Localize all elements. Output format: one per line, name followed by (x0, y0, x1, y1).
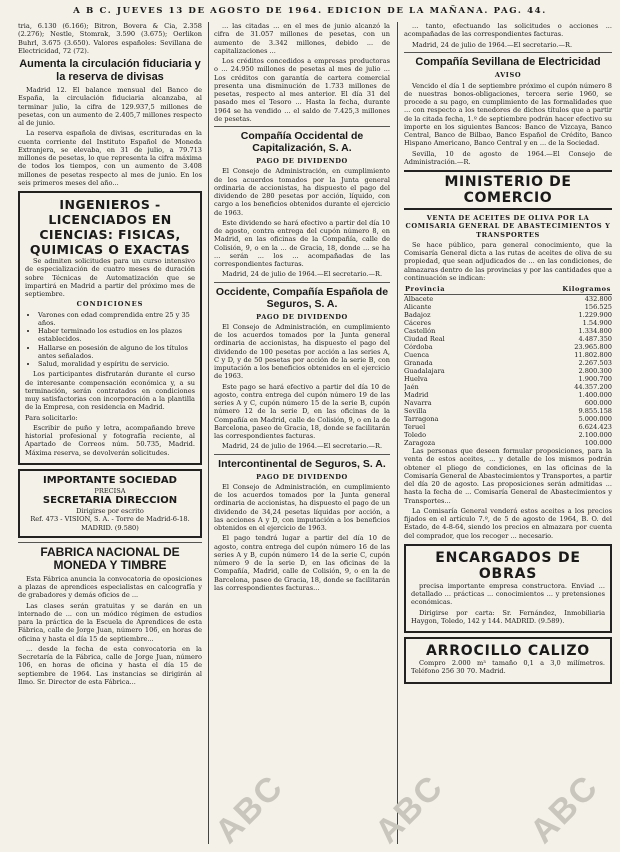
occidente-seguros-headline: Occidente, Compañía Española de Seguros, S. A. (215, 285, 389, 310)
kilograms-column-header: Kilogramos (499, 284, 612, 295)
divider (214, 454, 390, 455)
province-name: Jaén (404, 383, 419, 391)
province-name: Tarragona (404, 415, 439, 423)
sevillana-electricidad-signature: Sevilla, 10 de agosto de 1964.—El Consejo de Administración.—R. (404, 149, 612, 166)
occidental-capitalizacion-headline: Compañía Occidental de Capitalización, S. A. (240, 130, 364, 154)
province-kilograms: 1.334.800 (578, 327, 612, 335)
province-row (404, 343, 612, 351)
province-name: Navarra (404, 399, 432, 407)
secretaria-direccion-title: SECRETARIA DIRECCION (42, 495, 178, 506)
ministerio-comercio-paragraph-2: Las personas que deseen formular proposiciones, para la venta de estos aceites, ... y detalle de los mismos podrán obtener el pliego de condiciones, en las oficinas de la Comisaría General de Abastecimientos y Transportes, a partir del día 20 de agosto. Las proposiciones serán admitidas ... hasta la fecha de ... Comisaría General de Abastecimientos y Transportes... (404, 447, 612, 505)
province-kilograms: 11.802.800 (574, 351, 612, 359)
province-name: Albacete (404, 295, 434, 303)
province-row (404, 327, 612, 335)
ingenieros-ad (18, 191, 202, 465)
fabrica-moneda-paragraph-1: Esta Fábrica anuncia la convocatoria de oposiciones a plazas de aprendices especialistas en calcografía y de grabadores y demás oficios de ... (18, 574, 202, 600)
province-row (404, 407, 612, 415)
province-kilograms: 600.000 (584, 399, 612, 407)
ministerio-comercio-paragraph-3: La Comisaría General venderá estos aceites a los precios fijados en el artículo 7.º, de 5 de agosto de 1964, B. O. del Estado, de 4-8-64, siendo los precios en almazara por cuenta del comprador, que los recoger ... necesario. (404, 506, 612, 540)
province-name: Cuenca (404, 351, 430, 359)
province-row (404, 391, 612, 399)
fabrica-moneda-paragraph-3: ... desde la fecha de esta convocatoria en la Secretaría de la Fábrica, calle de Jorge Juan, número 106, en horas de oficina y hasta el día 15 de septiembre de 1964. Las instancias se dirigirán al Ilmo. Sr. Director de esta Fábrica... (18, 644, 202, 686)
provinces-table-header (404, 284, 612, 295)
provinces-table (404, 284, 612, 447)
ministerio-comercio-headline: MINISTERIO DE COMERCIO (404, 170, 612, 210)
province-row (404, 423, 612, 431)
province-name: Huelva (404, 375, 428, 383)
occidental-capitalizacion-signature: Madrid, 24 de julio de 1964.—El secretario.—R. (222, 270, 383, 279)
ingenieros-ad-title: INGENIEROS - LICENCIADOS EN CIENCIAS: FISICAS, QUIMICAS O EXACTAS (29, 197, 191, 257)
importante-sociedad-line-1: Dirigirse por escrito (76, 507, 144, 515)
province-row (404, 367, 612, 375)
condition-item: • Varones con edad comprendida entre 25 y 35 años. (38, 311, 195, 328)
occidente-seguros-signature: Madrid, 24 de julio de 1964.—El secretario.—R. (222, 442, 383, 451)
arrocillo-calizo-paragraph: Compro 2.000 m³ tamaño 0,1 a 3,0 milímetros. Teléfono 256 30 70. Madrid. (411, 659, 605, 676)
province-kilograms: 4.487.350 (578, 335, 612, 343)
importante-sociedad-line-2: Ref. 473 - VISION, S. A. - Torre de Madrid-6-18. MADRID. (9.580) (30, 515, 190, 532)
province-row (404, 375, 612, 383)
province-kilograms: 1.400.000 (578, 391, 612, 399)
province-row (404, 359, 612, 367)
abc-watermark: ABC (367, 767, 452, 851)
province-row (404, 335, 612, 343)
conditions-list (25, 311, 195, 369)
intercontinental-paragraph-1: El Consejo de Administración, en cumplimiento de los acuerdos tomados por la Junta general ordinaria de accionistas, ha dispuesto el pago de un dividendo de 34,24 pesetas líquidas por acción, a las acciones A y D, con imputación a los beneficios obtenidos en el ejercicio de 1963. (214, 482, 390, 532)
abc-watermark: ABC (207, 767, 292, 851)
divider (18, 542, 202, 543)
province-kilograms: 100.000 (584, 439, 612, 447)
province-name: Castellón (404, 327, 436, 335)
province-row (404, 415, 612, 423)
ingenieros-ad-paragraph-1: Se admiten solicitudes para un curso intensivo de especialización de cuatro meses de duración sobre Técnicas de Automatización que se impartirá en Madrid a partir del próximo mes de septiembre. (25, 257, 195, 298)
sevillana-electricidad-headline: Compañía Sevillana de Electricidad (415, 55, 601, 68)
column-2 (214, 22, 390, 848)
encargados-obras-paragraph-2: Dirigirse por carta: Sr. Fernández, Inmobiliaria Haygon, Toledo, 142 y 144. MADRID. (9.589). (411, 608, 605, 625)
province-row (404, 311, 612, 319)
province-kilograms: 44.357.200 (574, 383, 612, 391)
province-kilograms: 2.100.000 (578, 431, 612, 439)
stock-quotes-text: tria, 6.130 (6.166); Bitron, Bovera & Cia, 2.358 (2.276); Nestle, Stomrak, 3.590 (3.675); Oerlikon Buhrl, 3.675 (3.650). Valores españoles: Sevillana de Electricidad, 72 (72). (18, 22, 202, 55)
page-header: A B C. JUEVES 13 DE AGOSTO DE 1964. EDICION DE LA MAÑANA. PAG. 44. (73, 6, 547, 16)
circulation-headline: Aumenta la circulación fiduciaria y la reserva de divisas (19, 58, 201, 83)
intercontinental-headline: Intercontinental de Seguros, S. A. (218, 457, 386, 470)
fabrica-moneda-headline: FABRICA NACIONAL DE MONEDA Y TIMBRE (40, 544, 180, 572)
province-kilograms: 432.800 (584, 295, 612, 303)
condition-item: • Hallarse en posesión de alguno de los títulos antes señalados. (38, 344, 195, 361)
circulation-paragraph-1: Madrid 12. El balance mensual del Banco de España, la circulación fiduciaria alcanzaba, al terminar julio, la cifra de 129.937,5 millones de pesetas, con un aumento de 2.405,7 millones respecto al de junio. (18, 86, 202, 127)
province-row (404, 351, 612, 359)
occidental-capitalizacion-paragraph-2: Este dividendo se hará efectivo a partir del día 10 de agosto, contra entrega del cupón número 8, en Madrid, en las oficinas de la Compañía, calle de Colisión, 9, o en la ... de Gracia, 18, donde ... se ha ... serán ... los ... acompañadas de las correspondientes facturas. (214, 218, 390, 268)
precisa-label: PRECISA (94, 486, 126, 495)
province-row (404, 319, 612, 327)
occidente-seguros-paragraph-1: El Consejo de Administración, en cumplimiento de los acuerdos tomados por la Junta general ordinaria de accionistas, ha dispuesto el pago del dividendo de 100 pesetas por acción a las series A, C y D, y de 50 pesetas por acción de la serie B, con imputación a los beneficios obtenidos en el ejercicio de 1963. (214, 322, 390, 381)
province-kilograms: 1.900.700 (578, 375, 612, 383)
province-kilograms: 1.54.900 (582, 319, 612, 327)
encargados-obras-title: ENCARGADOS DE OBRAS (435, 549, 581, 582)
encargados-obras-ad (404, 544, 612, 633)
condition-item: • Salud, moralidad y espíritu de servicio. (38, 360, 195, 368)
province-row (404, 431, 612, 439)
column-rule-1 (208, 22, 209, 844)
province-kilograms: 6.624.423 (578, 423, 612, 431)
province-name: Cáceres (404, 319, 432, 327)
column-rule-2 (397, 22, 398, 844)
province-kilograms: 2.267.503 (578, 359, 612, 367)
occidente-seguros-paragraph-2: Este pago se hará efectivo a partir del día 10 de agosto, contra entrega del cupón número 19 de las series A y C, cupón número 15 de la serie B, cupón número 12 de la serie D, en las oficinas de la Compañía en Madrid, calle de Colisión, 9, o en la de Barcelona, paseo de Gracia, 18, donde se facilitarán las correspondientes facturas. (214, 382, 390, 440)
importante-sociedad-ad (18, 469, 202, 538)
province-name: Zaragoza (404, 439, 436, 447)
occidental-capitalizacion-paragraph-1: El Consejo de Administración, en cumplimiento de los acuerdos tomados por la Junta general ordinaria de accionistas, ha dispuesto el pago del dividendo de 280 pesetas por acción, líquido, con cargo a los beneficios obtenidos durante el ejercicio de 1963. (214, 167, 390, 217)
province-row (404, 295, 612, 304)
province-name: Alicante (404, 303, 432, 311)
province-kilograms: 9.855.158 (578, 407, 612, 415)
province-name: Teruel (404, 423, 426, 431)
province-kilograms: 156.525 (584, 303, 612, 311)
fabrica-moneda-paragraph-2: Las clases serán gratuitas y se darán en un internado de ... con un módico régimen de estudios para la práctica de la Escuela de Aprendices de esta Fábrica, calle de Jorge Juan, número 106, en horas de oficina y hasta el día 15 de septiembre... (18, 601, 202, 643)
province-name: Toledo (404, 431, 427, 439)
column-3 (404, 22, 612, 848)
province-kilograms: 2.800.300 (578, 367, 612, 375)
condition-item: • Haber terminado los estudios en los plazos establecidos. (38, 327, 195, 344)
province-name: Guadalajara (404, 367, 445, 375)
province-name: Ciudad Real (404, 335, 445, 343)
province-column-header: Provincia (404, 284, 499, 295)
column-1 (18, 22, 202, 848)
province-kilograms: 1.229.900 (578, 311, 612, 319)
banking-paragraph-1: ... las citadas ... en el mes de junio alcanzó la cifra de 31.057 millones de pesetas, con un aumento de 3.342 millones, debido ... de capitalizaciones ... (214, 22, 390, 55)
province-row (404, 303, 612, 311)
importante-sociedad-title: IMPORTANTE SOCIEDAD (43, 474, 177, 486)
continuation-signature: Madrid, 24 de julio de 1964.—El secretario.—R. (412, 40, 573, 49)
province-name: Córdoba (404, 343, 433, 351)
arrocillo-calizo-ad (404, 637, 612, 684)
province-kilograms: 5.000.000 (578, 415, 612, 423)
occidente-seguros-subhead: PAGO DE DIVIDENDO (256, 312, 348, 321)
province-row (404, 383, 612, 391)
circulation-paragraph-2: La reserva española de divisas, escrituradas en la cuenta corriente del Instituto Español de Moneda Extranjera, se elevaba, en 31 de julio, a 79.713 millones de pesetas, lo que representa la cifra máxima de todos los tiempos, con un aumento de 3.408 millones de pesetas respecto al mes de junio. En los seis primeros meses del año... (18, 129, 202, 187)
occidental-capitalizacion-subhead: PAGO DE DIVIDENDO (256, 157, 348, 165)
ministerio-comercio-paragraph-1: Se hace público, para general conocimiento, que la Comisaría General dicta a las rutas de aceites de oliva de su propiedad, que sean adjudicados de ... en las condiciones, de almazaras dentro de las provincias y por las cantidades que a continuación se indican: (404, 240, 612, 282)
province-name: Madrid (404, 391, 429, 399)
ingenieros-ad-para-label: Para solicitarlo: (25, 413, 78, 422)
ministerio-comercio-subhead: VENTA DE ACEITES DE OLIVA POR LA COMISARIA GENERAL DE ABASTECIMIENTOS Y TRANSPORTES (405, 214, 611, 239)
province-kilograms: 23.965.800 (574, 343, 612, 351)
sevillana-electricidad-paragraph: Vencido el día 1 de septiembre próximo el cupón número 8 de nuestras bonos-obligaciones, tercera serie 1960, se procede a su pago, en cumplimiento de las formalidades que ... con respecto a los tenedores de dichos títulos que a partir de la citada fecha, 1.º de septiembre podrán hacer efectivo su importe en los siguientes Bancos: Banco de Vizcaya, Banco Central, Banco de Bilbao, Banco Español de Crédito, Banco Hispano Americano, Banco Central y en ... de la Sociedad. (404, 81, 612, 148)
conditions-label: CONDICIONES (76, 300, 144, 309)
province-name: Badajoz (404, 311, 431, 319)
province-row (404, 399, 612, 407)
abc-watermark: ABC (522, 767, 607, 851)
encargados-obras-paragraph-1: precisa importante empresa constructora. Enviad ... detallado ... prácticas ... conocimientos ... y pretensiones económicas. (411, 581, 605, 607)
divider (214, 126, 390, 127)
banking-paragraph-2: Los créditos concedidos a empresas productoras o ... 24.950 millones de pesetas al mes de julio ... Los créditos con garantía de cartera comercial presenta una disminución de 1.733 millones de pesetas, respecto al mes anterior. El día 31 del pasado mes el Tesoro ... Hasta la fecha, durante 1964 se ha vendido ... el saldo de 7.425,3 millones de pesetas. (214, 57, 390, 123)
continuation-paragraph: ... tanto, efectuando las solicitudes o acciones ... acompañadas de las correspondientes facturas. (404, 22, 612, 39)
province-name: Sevilla (404, 407, 427, 415)
province-name: Granada (404, 359, 433, 367)
ingenieros-ad-paragraph-2: Los participantes disfrutarán durante el curso de interesante compensación económica y, a su terminación, serán contratados en condiciones muy satisfactorias con incorporación a la plantilla de la Empresa, con residencia en Madrid. (25, 370, 195, 412)
province-row (404, 439, 612, 447)
sevillana-electricidad-subhead: AVISO (494, 71, 522, 80)
ingenieros-ad-paragraph-3: Escribir de puño y letra, acompañando breve historial profesional y fotografía reciente, al Apartado de Correos núm. 50.735, Madrid. Máxima reserva, se devolverán solicitudes. (25, 423, 195, 457)
provinces-table-body (404, 295, 612, 448)
divider (214, 282, 390, 283)
intercontinental-subhead: PAGO DE DIVIDENDO (256, 472, 348, 481)
divider (404, 52, 612, 53)
intercontinental-paragraph-2: El pago tendrá lugar a partir del día 10 de agosto, contra entrega del cupón número 16 de las series A y B, cupón número 14 de la serie C, cupón número 9 de la serie D, en las oficinas de la Compañía, Madrid, calle de Colisión, 9, o en la de Barcelona, paseo de Gracia, 18, donde se facilitarán las correspondientes facturas... (214, 534, 390, 592)
arrocillo-calizo-title: ARROCILLO CALIZO (426, 643, 590, 659)
